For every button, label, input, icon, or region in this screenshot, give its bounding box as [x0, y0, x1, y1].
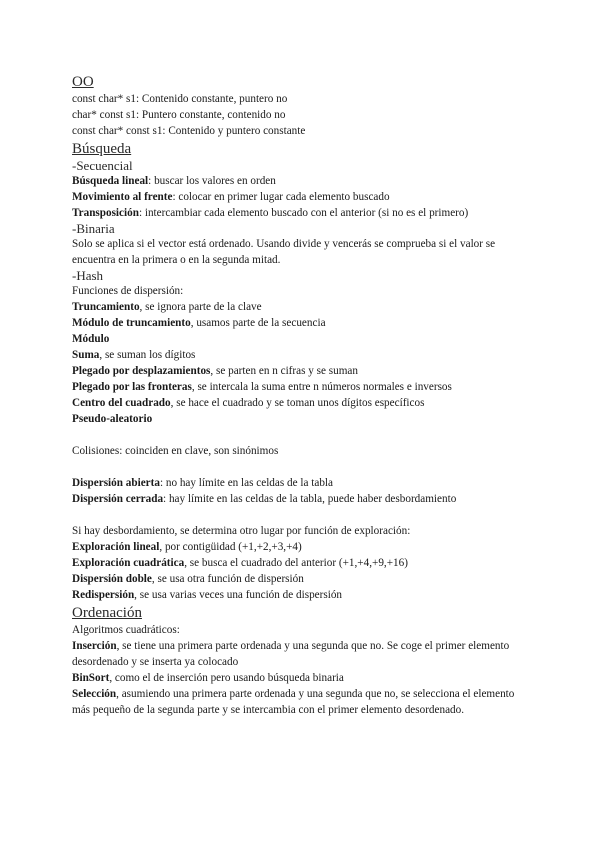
definition: , usamos parte de la secuencia: [190, 317, 326, 329]
definition: , se busca el cuadrado del anterior (+1,+4,+9,+16): [184, 557, 408, 569]
secuencial-item: [72, 189, 532, 205]
definition: : colocar en primer lugar cada elemento buscado: [172, 191, 390, 203]
definition: , se intercala la suma entre n números normales e inversos: [191, 381, 452, 393]
definition: , se usa varias veces una función de dispersión: [134, 589, 343, 601]
secuencial-item: [72, 173, 532, 189]
term: BinSort: [72, 672, 110, 684]
definition: : no hay límite en las celdas de la tabla: [159, 477, 333, 489]
term: Suma: [72, 349, 100, 361]
secuencial-item: [72, 205, 532, 221]
ordenacion-intro: Algoritmos cuadráticos:: [72, 624, 180, 636]
desbordamiento-line: Si hay desbordamiento, se determina otro lugar por función de exploración:: [72, 525, 411, 537]
definition: , se tiene una primera parte ordenada y una segunda que no. Se coge el primer elemento desordenado y se inserta ya colocado: [72, 640, 510, 668]
hash-item: [72, 379, 532, 395]
hash-item: [72, 363, 532, 379]
hash-item: [72, 411, 532, 427]
term: Búsqueda lineal: [72, 175, 149, 187]
term: Selección: [72, 688, 117, 700]
hash-item: [72, 331, 532, 347]
subheading-hash: -Hash: [72, 268, 104, 283]
spacer: [72, 459, 532, 475]
definition: , se suman los dígitos: [99, 349, 196, 361]
term: Dispersión cerrada: [72, 493, 164, 505]
hash-item: [72, 299, 532, 315]
ordenacion-item: [72, 686, 532, 718]
term: Dispersión abierta: [72, 477, 160, 489]
term: Truncamiento: [72, 301, 140, 313]
exploracion-item: [72, 587, 532, 603]
term: Transposición: [72, 207, 139, 219]
term: Plegado por las fronteras: [72, 381, 192, 393]
oo-line-2: char* const s1: Puntero constante, contenido no: [72, 109, 286, 121]
subheading-secuencial: -Secuencial: [72, 158, 133, 173]
ordenacion-item: [72, 638, 532, 670]
term: Centro del cuadrado: [72, 397, 171, 409]
definition: , se hace el cuadrado y se toman unos dígitos específicos: [170, 397, 425, 409]
ordenacion-item: [72, 670, 532, 686]
definition: , se parten en n cifras y se suman: [210, 365, 358, 377]
term: Exploración lineal: [72, 541, 160, 553]
spacer: [72, 507, 532, 523]
definition: : buscar los valores en orden: [148, 175, 276, 187]
dispersion-item: [72, 475, 532, 491]
hash-intro: Funciones de dispersión:: [72, 285, 184, 297]
spacer: [72, 427, 532, 443]
document-page: [72, 72, 532, 718]
term: Redispersión: [72, 589, 135, 601]
term: Plegado por desplazamientos: [72, 365, 211, 377]
term: Módulo de truncamiento: [72, 317, 191, 329]
definition: , por contigüidad (+1,+2,+3,+4): [159, 541, 302, 553]
term: Exploración cuadrática: [72, 557, 185, 569]
dispersion-item: [72, 491, 532, 507]
colisiones-line: Colisiones: coinciden en clave, son sinónimos: [72, 445, 279, 457]
binaria-paragraph: Solo se aplica si el vector está ordenado. Usando divide y vencerás se comprueba si el valor se encuentra en la primera o en la segunda mitad.: [72, 238, 496, 266]
hash-item: [72, 315, 532, 331]
exploracion-item: [72, 555, 532, 571]
definition: , como el de inserción pero usando búsqueda binaria: [109, 672, 344, 684]
definition: : hay límite en las celdas de la tabla, puede haber desbordamiento: [163, 493, 457, 505]
heading-oo: OO: [72, 74, 94, 90]
heading-ordenacion: Ordenación: [72, 605, 142, 621]
exploracion-item: [72, 539, 532, 555]
definition: : intercambiar cada elemento buscado con el anterior (si no es el primero): [138, 207, 469, 219]
oo-line-1: const char* s1: Contenido constante, puntero no: [72, 93, 288, 105]
term: Movimiento al frente: [72, 191, 173, 203]
subheading-binaria: -Binaria: [72, 221, 115, 236]
exploracion-item: [72, 571, 532, 587]
term: Pseudo-aleatorio: [72, 413, 153, 425]
definition: , se usa otra función de dispersión: [151, 573, 304, 585]
hash-item: [72, 395, 532, 411]
definition: , asumiendo una primera parte ordenada y una segunda que no, se selecciona el elemento más pequeño de la segunda parte y se intercambia con el primer elemento desordenado.: [72, 688, 515, 716]
oo-line-3: const char* const s1: Contenido y puntero constante: [72, 125, 306, 137]
term: Inserción: [72, 640, 117, 652]
definition: , se ignora parte de la clave: [139, 301, 262, 313]
term: Dispersión doble: [72, 573, 152, 585]
hash-item: [72, 347, 532, 363]
term: Módulo: [72, 333, 110, 345]
heading-busqueda: Búsqueda: [72, 141, 132, 157]
